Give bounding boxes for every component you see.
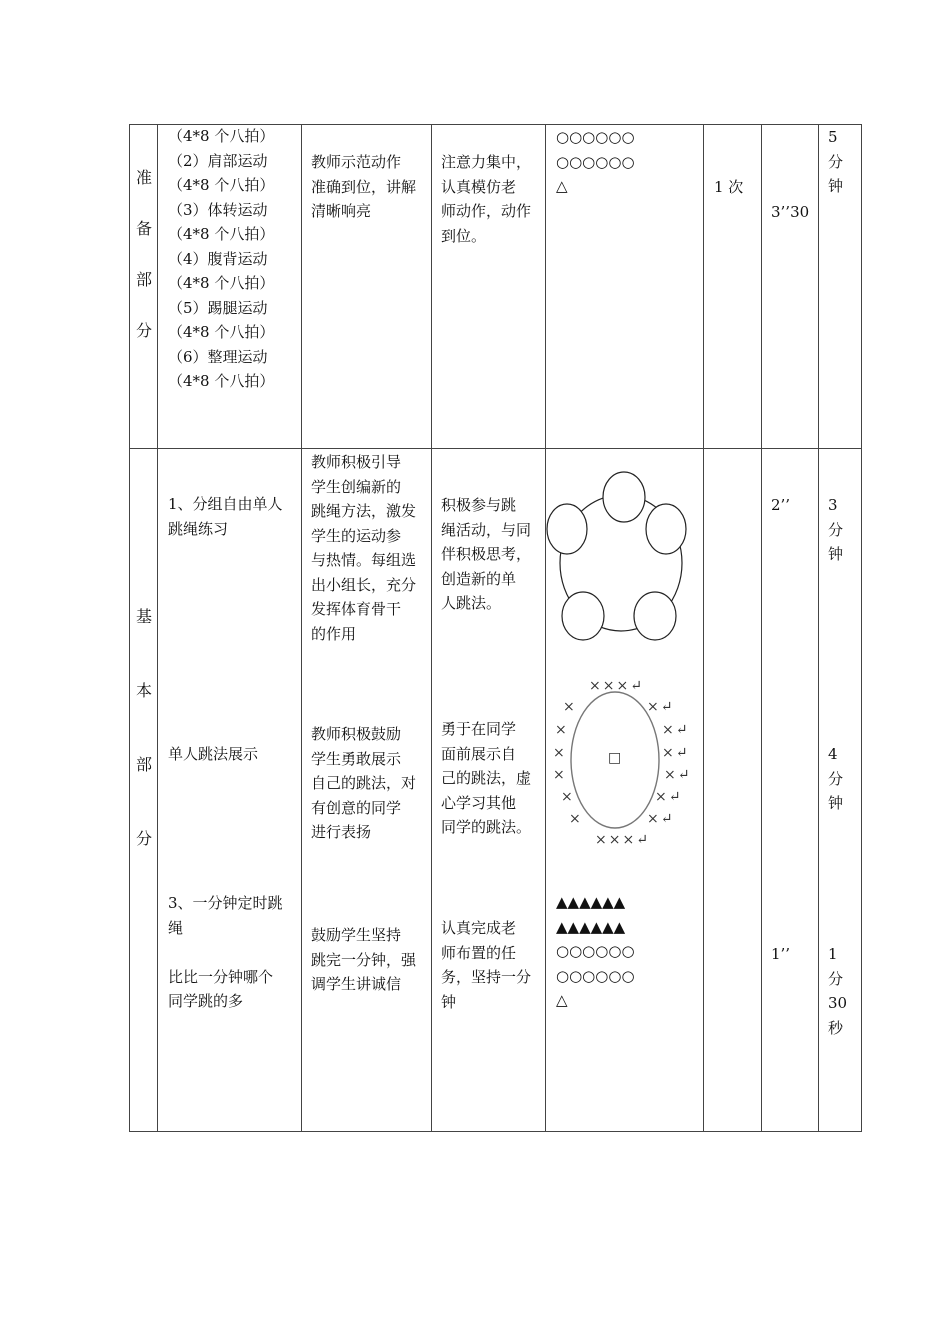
section1-count: 1 次 <box>714 178 744 196</box>
section-divider <box>129 448 862 449</box>
item1-content: 1、分组自由单人 跳绳练习 <box>168 495 283 538</box>
item3-time: 1 分 30 秒 <box>828 945 848 1037</box>
col-border-7 <box>818 124 819 1132</box>
item2-content: 单人跳法展示 <box>168 745 259 763</box>
item3-content: 3、一分钟定时跳 绳 比比一分钟哪个 同学跳的多 <box>168 894 283 1010</box>
item2-student: 勇于在同学 面前展示自 己的跳法，虚 心学习其他 同学的跳法。 <box>441 720 532 836</box>
col-border-0 <box>129 124 130 1132</box>
item1-interval: 2’’ <box>771 496 791 514</box>
table-bottom-border <box>129 1131 862 1132</box>
item3-interval: 1’’ <box>771 945 791 963</box>
col-border-2 <box>301 124 302 1132</box>
item2-time: 4 分 钟 <box>828 745 844 812</box>
section1-student: 注意力集中， 认真模仿老 师动作，动作 到位。 <box>441 153 532 245</box>
section1-formation: ○○○○○○ ○○○○○○ △ <box>556 128 635 195</box>
item1-time: 3 分 钟 <box>828 496 844 563</box>
col-border-6 <box>761 124 762 1132</box>
show-formation-marks: ×××↵ × × × × × × ×↵ ×↵ ×↵ ×↵ ×↵ ×↵ ×××↵ □ <box>553 678 692 848</box>
col-border-1 <box>157 124 158 1132</box>
group-circle-diagram <box>545 468 695 648</box>
col-border-3 <box>431 124 432 1132</box>
item3-formation: ▲▲▲▲▲▲ ▲▲▲▲▲▲ ○○○○○○ ○○○○○○ △ <box>556 893 635 1009</box>
section1-time: 5 分 钟 <box>828 128 844 195</box>
item2-teacher: 教师积极鼓励 学生勇敢展示 自己的跳法，对 有创意的同学 进行表扬 <box>311 725 417 841</box>
section1-content: （4*8 个八拍） （2）肩部运动 （4*8 个八拍） （3）体转运动 （4*8 个八拍） （4）腹背运动 （4*8 个八拍） （5）踢腿运动 （4*8 个八拍） （6）整理运动 （4*8 个八拍） <box>168 127 275 390</box>
col-border-5 <box>703 124 704 1132</box>
section1-interval: 3’’30 <box>771 203 810 221</box>
section2-part-label: 基 本 部 分 <box>135 607 152 848</box>
center-mark: □ <box>608 750 624 766</box>
item3-teacher: 鼓励学生坚持 跳完一分钟，强 调学生讲诚信 <box>311 926 417 993</box>
col-border-8 <box>861 124 862 1132</box>
section1-teacher: 教师示范动作 准确到位，讲解 清晰响亮 <box>311 153 417 220</box>
section1-part-label: 准 备 部 分 <box>135 168 152 340</box>
item3-student: 认真完成老 师布置的任 务，坚持一分 钟 <box>441 919 532 1011</box>
item1-teacher: 教师积极引导 学生创编新的 跳绳方法，激发 学生的运动参 与热情。每组选 出小组长，充分 发挥体育骨干 的作用 <box>311 453 417 643</box>
item1-student: 积极参与跳 绳活动，与同 伴积极思考， 创造新的单 人跳法。 <box>441 496 532 612</box>
